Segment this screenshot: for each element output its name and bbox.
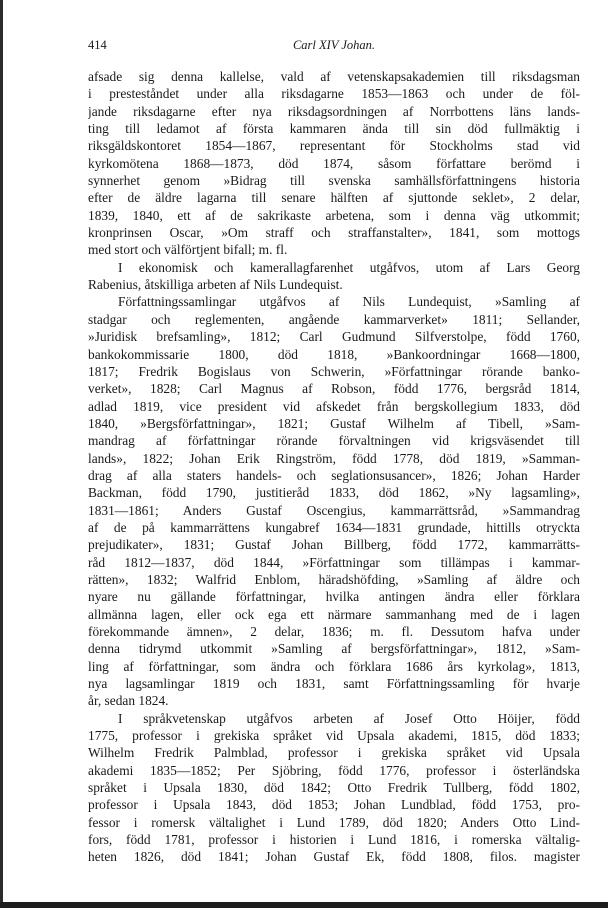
page-header bbox=[88, 38, 580, 58]
text-line: nya lagsamlingar 1819 och 1831, samt Författningssamling för hvarje bbox=[88, 676, 580, 692]
text-line: I ekonomisk och kamerallagfarenhet utgåfvos, utom af Lars Georg bbox=[118, 259, 580, 275]
text-line: nyare nu gällande författningar, hvilka antingen ändra eller förklara bbox=[88, 589, 580, 605]
text-line: bankokommissarie 1800, död 1818, »Bankoordningar 1668—1800, bbox=[88, 346, 580, 362]
text-line: förekommande ämnen», 2 delar, 1836; m. fl. Dessutom hafva under bbox=[88, 624, 580, 639]
text-line: råd 1812—1837, död 1844, »Författningar som tillämpas i kammar- bbox=[88, 554, 580, 570]
text-line: adlad 1819, vice president vid afskedet från bergskollegium 1833, död bbox=[88, 398, 580, 414]
text-line: 1817; Fredrik Bogislaus von Schwerin, »Författningar rörande banko- bbox=[88, 363, 580, 379]
text-line: jande riksdagarne efter nya riksdagsordningen af Norrbottens läns lands- bbox=[88, 103, 580, 119]
text-line: I språkvetenskap utgåfvos arbeten af Josef Otto Höijer, född bbox=[118, 710, 580, 726]
body-text bbox=[88, 68, 580, 866]
text-line: prejudikater», 1831; Gustaf Johan Billberg, född 1772, kammarrätts- bbox=[88, 537, 580, 553]
text-line: heten 1826, död 1841; Johan Gustaf Ek, född 1808, filos. magister bbox=[88, 849, 580, 865]
text-line: Rabenius, åtskilliga arbeten af Nils Lundequist. bbox=[88, 277, 343, 293]
text-line: ling af författningar, som ändra och förklara 1686 års kyrkolag», 1813, bbox=[88, 658, 580, 674]
text-line: 1831—1861; Anders Gustaf Oscengius, kammarrättsråd, »Sammandrag bbox=[88, 502, 580, 518]
text-line: verket», 1828; Carl Magnus af Robson, född 1776, bergsråd 1814, bbox=[88, 381, 580, 397]
text-line: ting till ledamot af första kammaren ända till sin död fullmäktig i bbox=[88, 121, 580, 137]
running-title: Carl XIV Johan. bbox=[292, 38, 376, 52]
scan-bottom-border bbox=[0, 902, 608, 908]
text-line: med stort och välförtjent bifall; m. fl. bbox=[88, 242, 288, 258]
text-line: kyrkomötena 1868—1873, död 1874, såsom författare berömd i bbox=[88, 155, 580, 171]
text-line: 1775, professor i grekiska språket vid Upsala akademi, 1815, död 1833; bbox=[88, 728, 580, 744]
scan-left-edge bbox=[0, 0, 3, 908]
text-line: af de på kammarrättens kungabref 1634—1831 grundade, hittills otryckta bbox=[88, 519, 580, 535]
text-line: akademi 1835—1852; Per Sjöbring, född 1776, professor i österländska bbox=[88, 762, 580, 778]
text-line: drag af alla staters handels- och seglationsusancer», 1826; Johan Harder bbox=[88, 467, 580, 483]
text-line: fessor i romersk vältalighet i Lund 1789, död 1820; Anders Otto Lind- bbox=[88, 814, 580, 830]
text-line: mandrag af författningar rörande förvaltningen vid krigsväsendet till bbox=[88, 433, 580, 449]
text-line: synnerhet genom »Bidrag till svenska samhällsförfattningens historia bbox=[88, 173, 580, 189]
text-line: 1840, »Bergsförfattningar», 1821; Gustaf Wilhelm af Tibell, »Sam- bbox=[88, 415, 580, 431]
text-line: fors, född 1781, professor i historien i Lund 1816, i romerska vältalig- bbox=[88, 832, 580, 848]
text-line: Författningssamlingar utgåfvos af Nils Lundequist, »Samling af bbox=[118, 294, 580, 310]
text-line: rätten», 1832; Walfrid Enblom, häradshöfding, »Samling af äldre och bbox=[88, 571, 580, 587]
text-line: »Juridisk brefsamling», 1812; Carl Gudmund Silfverstolpe, född 1760, bbox=[88, 329, 580, 345]
text-line: allmänna lagen, eller ock ega ett närmare sammanhang med de i lagen bbox=[88, 606, 580, 622]
text-line: i presteståndet under alla riksdagarne 1853—1863 och under de föl- bbox=[88, 86, 580, 102]
text-line: professor i Upsala 1843, död 1853; Johan Lundblad, född 1753, pro- bbox=[88, 797, 580, 813]
text-line: Backman, född 1790, justitieråd 1833, död 1862, »Ny lagsamling», bbox=[88, 485, 580, 501]
text-line: efter de äldre lagarna till senare hälften af sjuttonde seklet», 2 delar, bbox=[88, 190, 580, 206]
text-line: år, sedan 1824. bbox=[88, 693, 169, 709]
text-line: språket i Upsala 1830, död 1842; Otto Fredrik Tullberg, född 1802, bbox=[88, 780, 580, 796]
page-number: 414 bbox=[88, 38, 107, 52]
text-line: riksgäldskontoret 1854—1867, representant för Stockholms stad vid bbox=[88, 138, 580, 154]
text-line: Wilhelm Fredrik Palmblad, professor i grekiska språket vid Upsala bbox=[88, 745, 580, 761]
text-line: kronprinsen Oscar, »Om straff och straffanstalter», 1841, som mottogs bbox=[88, 225, 580, 241]
text-line: 1839, 1840, ett af de sakrikaste arbetena, som i denna väg utkommit; bbox=[88, 207, 580, 223]
text-line: lands», 1822; Johan Erik Ringström, född 1778, död 1819, »Samman- bbox=[88, 450, 580, 466]
text-line: denna tidrymd utkommit »Samling af bergsförfattningar», 1812, »Sam- bbox=[88, 641, 580, 657]
text-line: stadgar och reglementen, angående kammarverket» 1811; Sellander, bbox=[88, 311, 580, 327]
text-line: afsade sig denna kallelse, vald af vetenskapsakademien till riksdagsman bbox=[88, 69, 580, 84]
